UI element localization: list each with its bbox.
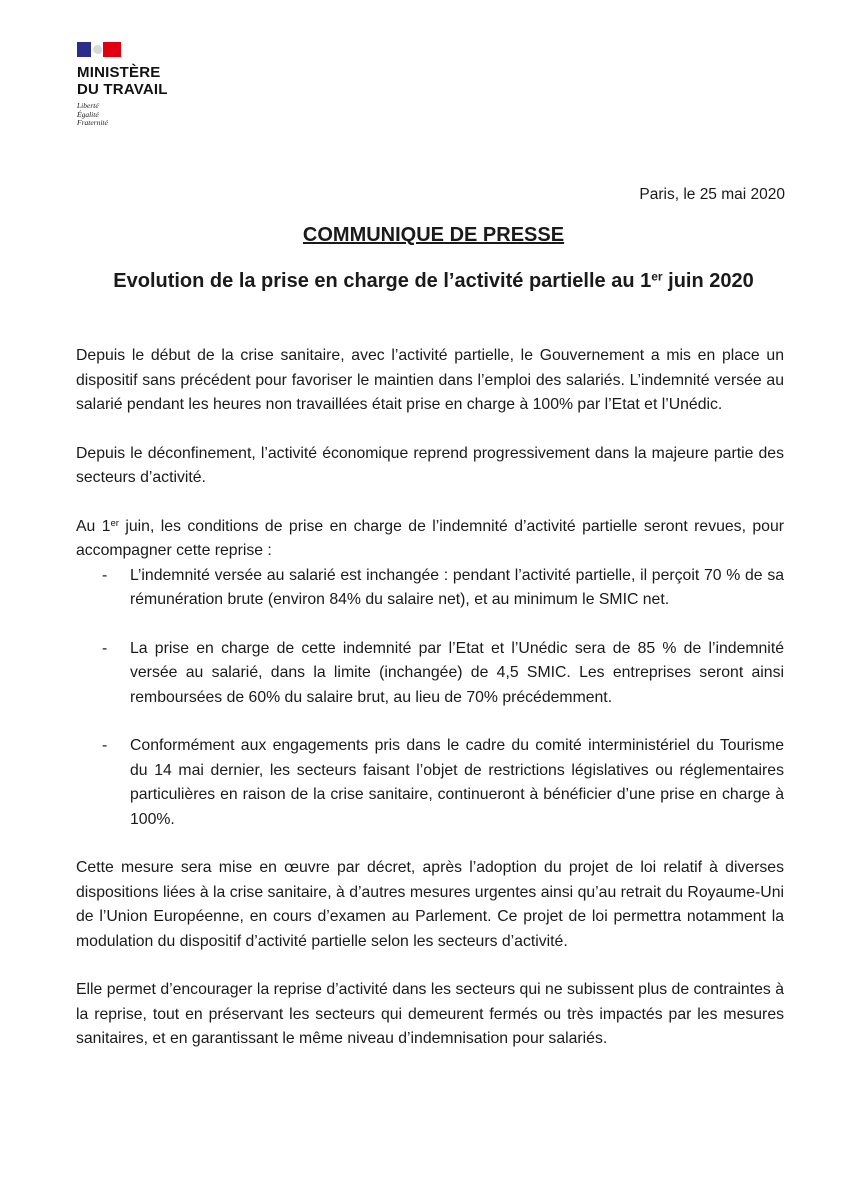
release-body — [76, 344, 784, 1076]
subject-text-end: juin 2020 — [662, 270, 754, 292]
conditions-superscript: er — [110, 517, 119, 529]
list-dash: - — [102, 566, 108, 584]
paragraph-deconfinement: Depuis le déconfinement, l’activité économique reprend progressivement dans la majeure partie des secteurs d’activité. — [76, 444, 784, 486]
motto-liberte: Liberté — [77, 101, 99, 110]
ministry-logo — [77, 42, 207, 128]
list-dash: - — [102, 639, 108, 657]
conditions-text-start: Au 1 — [76, 517, 111, 535]
list-dash: - — [102, 737, 108, 754]
marianne-flag-icon — [77, 42, 121, 57]
ministry-name — [77, 64, 207, 98]
release-subject — [0, 270, 867, 293]
list-item — [76, 637, 784, 711]
list-item — [76, 564, 784, 613]
list-item-text: Conformément aux engagements pris dans le cadre du comité interministériel du Tourisme du 14 mai dernier, les secteurs faisant l’objet de restrictions législatives ou réglementaires particulières en raison de la crise sanitaire, continueront à bénéficier d’une prise en charge à 100%. — [130, 737, 784, 828]
press-release-heading: COMMUNIQUE DE PRESSE — [302, 224, 565, 246]
list-item-text: La prise en charge de cette indemnité par l’Etat et l’Unédic sera de 85 % de l’indemnité versée au salarié, dans la limite (inchangée) de 4,5 SMIC. Les entreprises seront ainsi remboursées de 60% du salaire brut, au lieu de 70% précédemment. — [130, 639, 784, 706]
conditions-text-end: juin, les conditions de prise en charge de l’indemnité d’activité partielle seront revues, pour accompagner cette reprise : — [76, 517, 784, 559]
paragraph-conclusion: Elle permet d’encourager la reprise d’activité dans les secteurs qui ne subissent plus de contraintes à la reprise, tout en préservant les secteurs qui demeurent fermés ou très impactés par les mesures sanitaires, et en garantissant le même niveau d’indemnisation pour salariés. — [76, 981, 784, 1047]
motto-fraternite: Fraternité — [77, 118, 108, 127]
ministry-name-line2: DU TRAVAIL — [77, 81, 168, 98]
subject-superscript: er — [651, 269, 663, 284]
republic-motto — [77, 102, 207, 128]
ministry-name-line1: MINISTÈRE — [77, 64, 161, 81]
motto-egalite: Égalité — [77, 109, 99, 119]
paragraph-decree: Cette mesure sera mise en œuvre par décret, après l’adoption du projet de loi relatif à diverses dispositions liées à la crise sanitaire, à d’autres mesures urgentes ainsi qu’au retrait du Royaume-Uni de l’Union Européenne, en cours d’examen au Parlement. Ce projet de loi permettra notamment la modulation du dispositif d’activité partielle selon les secteurs d’activité. — [76, 859, 784, 950]
list-item — [76, 734, 784, 832]
paragraph-context: Depuis le début de la crise sanitaire, avec l’activité partielle, le Gouvernement a mis en place un dispositif sans précédent pour favoriser le maintien dans l’emploi des salariés. L’indemnité versée au salarié pendant les heures non travaillées était prise en charge à 100% par l’Etat et l’Unédic. — [76, 347, 784, 413]
subject-text-start: Evolution de la prise en charge de l’activité partielle au 1 — [113, 270, 652, 292]
list-item-text: L’indemnité versée au salarié est inchangée : pendant l’activité partielle, il perçoit 70 % de sa rémunération brute (environ 84% du salaire net), et au minimum le SMIC net. — [130, 566, 784, 608]
release-date: Paris, le 25 mai 2020 — [639, 186, 785, 203]
conditions-list — [76, 564, 784, 833]
paragraph-conditions — [76, 515, 784, 564]
